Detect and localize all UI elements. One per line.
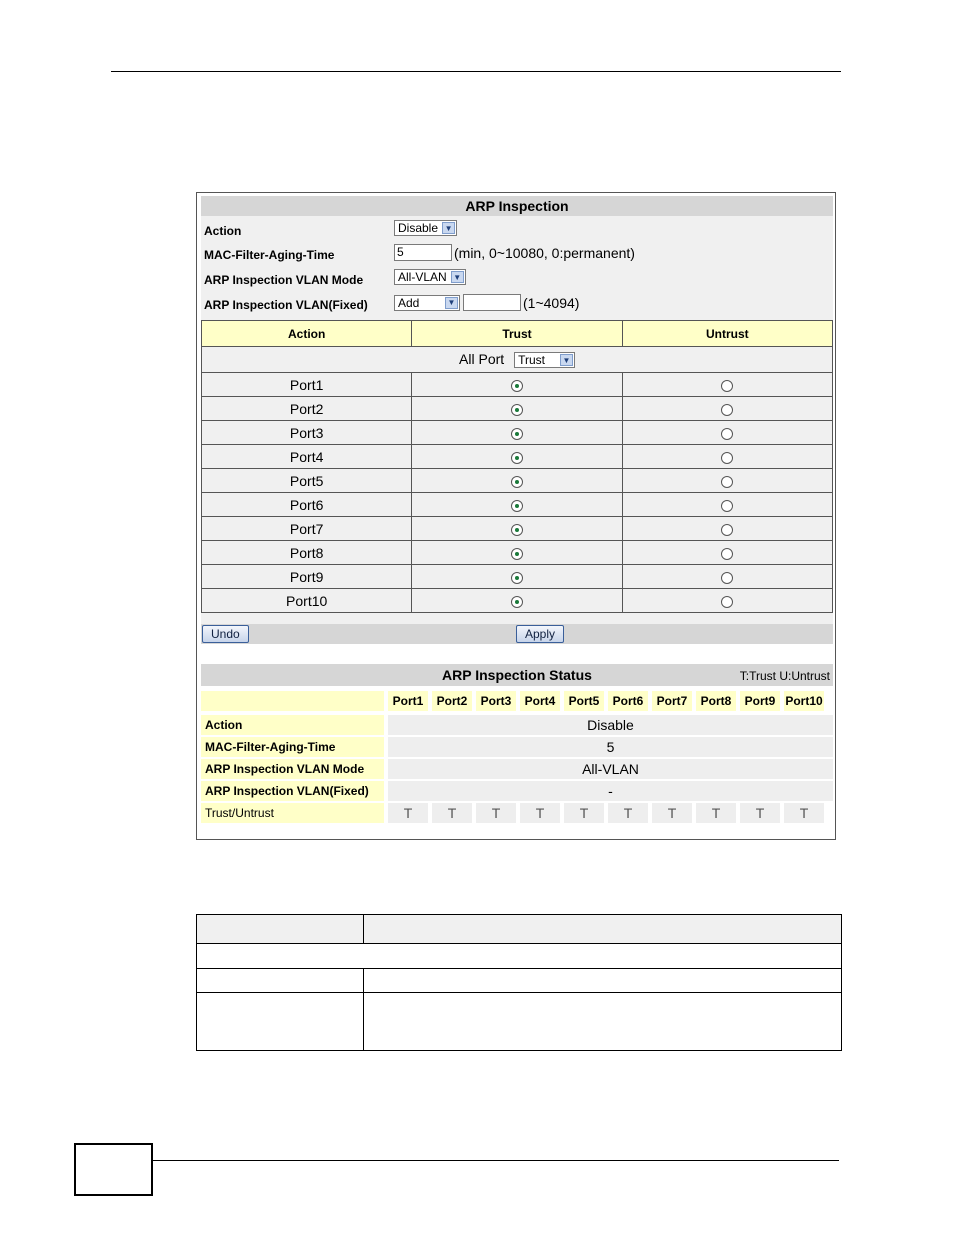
untrust-radio[interactable] <box>721 548 733 560</box>
all-port-select[interactable]: Trust ▼ <box>514 352 575 368</box>
doc-row <box>197 993 842 1051</box>
status-legend: T:Trust U:Untrust <box>739 669 830 683</box>
untrust-radio[interactable] <box>721 596 733 608</box>
status-port-header-row <box>201 691 833 711</box>
untrust-radio[interactable] <box>721 380 733 392</box>
vlan-fixed-select[interactable]: Add ▼ <box>394 295 460 311</box>
status-port-header: Port9 <box>740 691 780 711</box>
description-table <box>196 914 842 1051</box>
status-trust-row <box>201 803 833 823</box>
status-row-label: MAC-Filter-Aging-Time <box>201 737 384 757</box>
aging-time-note: (min, 0~10080, 0:permanent) <box>454 244 635 261</box>
trust-radio[interactable] <box>511 476 523 488</box>
trust-untrust-label: Trust/Untrust <box>201 803 384 823</box>
trust-cell <box>412 373 622 397</box>
port-name: Port1 <box>202 373 412 397</box>
trust-radio[interactable] <box>511 596 523 608</box>
port-row <box>202 493 833 517</box>
vlan-mode-label: ARP Inspection VLAN Mode <box>204 273 364 287</box>
port-name: Port5 <box>202 469 412 493</box>
port-name: Port4 <box>202 445 412 469</box>
port-name: Port9 <box>202 565 412 589</box>
button-bar <box>201 624 833 644</box>
status-port-header: Port7 <box>652 691 692 711</box>
untrust-radio[interactable] <box>721 476 733 488</box>
port-name: Port7 <box>202 517 412 541</box>
untrust-cell <box>622 445 832 469</box>
header-rule <box>111 71 841 72</box>
undo-button[interactable]: Undo <box>202 625 249 643</box>
vlan-fixed-note: (1~4094) <box>523 294 580 311</box>
chevron-down-icon: ▼ <box>560 354 573 366</box>
port-row <box>202 469 833 493</box>
all-port-row <box>202 347 833 373</box>
status-row <box>201 759 833 779</box>
trust-radio[interactable] <box>511 452 523 464</box>
status-port-header: Port3 <box>476 691 516 711</box>
trust-cell <box>412 469 622 493</box>
port-row <box>202 541 833 565</box>
untrust-cell <box>622 373 832 397</box>
status-row-value: 5 <box>388 737 833 757</box>
page-number-box <box>74 1143 153 1196</box>
doc-desc-cell <box>364 969 842 993</box>
status-row-label: ARP Inspection VLAN Mode <box>201 759 384 779</box>
status-trust-value: T <box>740 803 780 823</box>
status-row <box>201 715 833 735</box>
status-title: ARP Inspection Status <box>442 667 592 683</box>
trust-cell <box>412 445 622 469</box>
doc-row <box>197 969 842 993</box>
status-trust-value: T <box>388 803 428 823</box>
status-port-header: Port2 <box>432 691 472 711</box>
untrust-cell <box>622 469 832 493</box>
untrust-cell <box>622 589 832 613</box>
status-trust-value: T <box>476 803 516 823</box>
arp-config-area <box>201 196 833 644</box>
port-row <box>202 517 833 541</box>
untrust-cell <box>622 517 832 541</box>
untrust-cell <box>622 493 832 517</box>
untrust-radio[interactable] <box>721 452 733 464</box>
port-trust-table <box>201 320 833 613</box>
panel-title: ARP Inspection <box>201 196 833 216</box>
trust-cell <box>412 565 622 589</box>
footer-rule <box>151 1160 839 1161</box>
untrust-radio[interactable] <box>721 500 733 512</box>
status-port-header: Port10 <box>784 691 824 711</box>
vlan-fixed-row <box>201 293 833 315</box>
doc-desc-cell <box>364 993 842 1051</box>
trust-cell <box>412 541 622 565</box>
status-trust-value: T <box>784 803 824 823</box>
status-row-value: All-VLAN <box>388 759 833 779</box>
trust-radio[interactable] <box>511 428 523 440</box>
trust-cell <box>412 493 622 517</box>
status-port-header: Port6 <box>608 691 648 711</box>
status-row <box>201 781 833 801</box>
port-row <box>202 445 833 469</box>
arp-status-area <box>201 664 833 821</box>
port-name: Port2 <box>202 397 412 421</box>
trust-radio[interactable] <box>511 548 523 560</box>
action-select[interactable]: Disable ▼ <box>394 220 457 236</box>
trust-cell <box>412 589 622 613</box>
trust-cell <box>412 397 622 421</box>
port-row <box>202 589 833 613</box>
status-title-bar <box>201 664 833 686</box>
status-port-header: Port8 <box>696 691 736 711</box>
status-row <box>201 737 833 757</box>
col-header-action: Action <box>202 321 412 347</box>
status-port-header: Port5 <box>564 691 604 711</box>
port-row <box>202 373 833 397</box>
status-header-blank <box>201 691 384 711</box>
status-port-header: Port1 <box>388 691 428 711</box>
trust-radio[interactable] <box>511 380 523 392</box>
port-row <box>202 565 833 589</box>
untrust-cell <box>622 397 832 421</box>
vlan-mode-select[interactable]: All-VLAN ▼ <box>394 269 466 285</box>
status-port-header: Port4 <box>520 691 560 711</box>
action-label: Action <box>204 224 242 238</box>
status-row-label: Action <box>201 715 384 735</box>
port-name: Port3 <box>202 421 412 445</box>
port-name: Port8 <box>202 541 412 565</box>
col-header-trust: Trust <box>412 321 622 347</box>
trust-radio[interactable] <box>511 500 523 512</box>
aging-time-label: MAC-Filter-Aging-Time <box>204 248 335 262</box>
aging-time-row <box>201 243 833 265</box>
untrust-cell <box>622 541 832 565</box>
untrust-radio[interactable] <box>721 428 733 440</box>
aging-time-input[interactable]: 5 <box>394 244 452 261</box>
chevron-down-icon: ▼ <box>445 297 458 309</box>
chevron-down-icon: ▼ <box>451 271 464 283</box>
port-name: Port10 <box>202 589 412 613</box>
doc-section-cell <box>197 944 842 969</box>
doc-header-desc <box>364 915 842 944</box>
untrust-cell <box>622 421 832 445</box>
status-trust-value: T <box>432 803 472 823</box>
vlan-mode-row <box>201 268 833 290</box>
status-trust-value: T <box>652 803 692 823</box>
vlan-fixed-label: ARP Inspection VLAN(Fixed) <box>204 298 368 312</box>
status-trust-value: T <box>520 803 560 823</box>
doc-header-row <box>197 915 842 944</box>
vlan-fixed-input[interactable] <box>463 294 521 311</box>
status-row-value: Disable <box>388 715 833 735</box>
doc-label-cell <box>197 969 364 993</box>
status-trust-value: T <box>608 803 648 823</box>
doc-label-cell <box>197 993 364 1051</box>
trust-radio[interactable] <box>511 572 523 584</box>
trust-radio[interactable] <box>511 404 523 416</box>
trust-cell <box>412 421 622 445</box>
untrust-cell <box>622 565 832 589</box>
status-trust-value: T <box>696 803 736 823</box>
doc-header-label <box>197 915 364 944</box>
all-port-label: All Port <box>459 350 505 367</box>
action-row <box>201 219 833 241</box>
untrust-radio[interactable] <box>721 524 733 536</box>
trust-radio[interactable] <box>511 524 523 536</box>
status-row-label: ARP Inspection VLAN(Fixed) <box>201 781 384 801</box>
table-header-row <box>202 321 833 347</box>
chevron-down-icon: ▼ <box>442 222 455 234</box>
port-row <box>202 421 833 445</box>
trust-cell <box>412 517 622 541</box>
status-trust-value: T <box>564 803 604 823</box>
untrust-radio[interactable] <box>721 572 733 584</box>
col-header-untrust: Untrust <box>622 321 832 347</box>
port-row <box>202 397 833 421</box>
arp-inspection-panel <box>196 192 836 840</box>
apply-button[interactable]: Apply <box>516 625 564 643</box>
doc-section-row <box>197 944 842 969</box>
untrust-radio[interactable] <box>721 404 733 416</box>
status-row-value: - <box>388 781 833 801</box>
port-name: Port6 <box>202 493 412 517</box>
